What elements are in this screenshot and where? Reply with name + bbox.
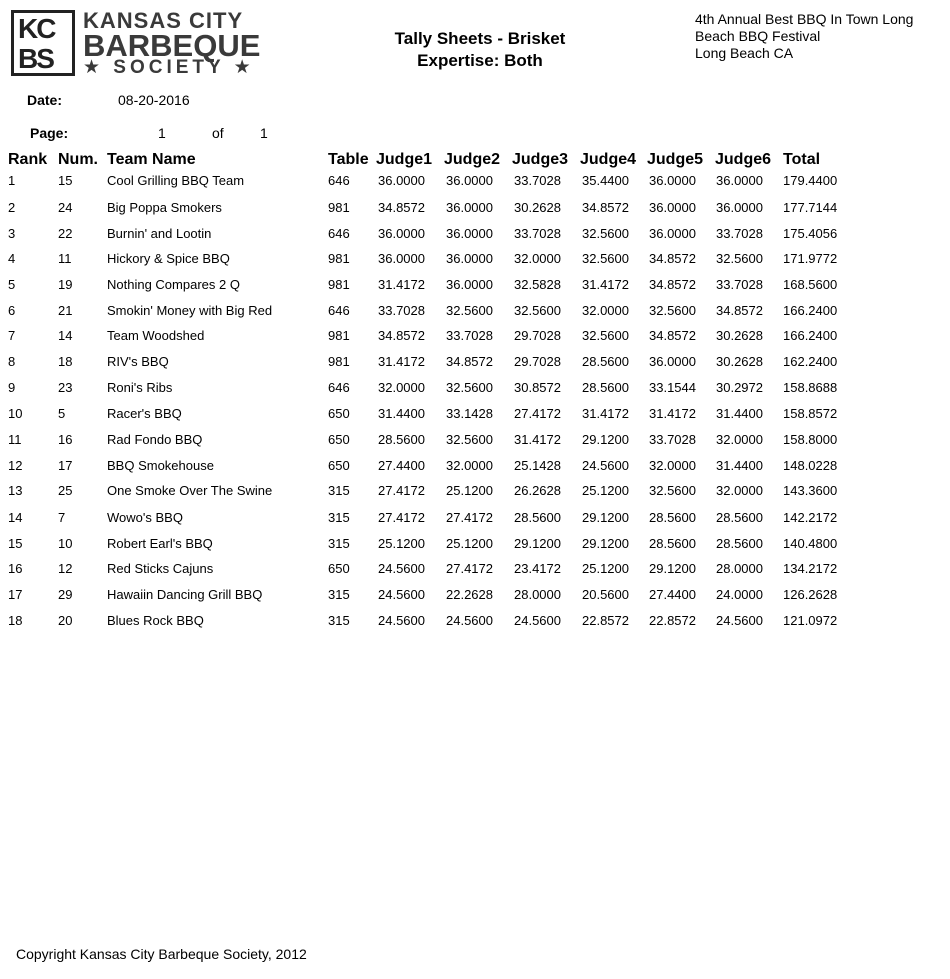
cell-judge4: 22.8572 <box>582 613 629 628</box>
cell-rank: 2 <box>8 200 16 215</box>
table-row <box>0 277 950 297</box>
cell-team-name: BBQ Smokehouse <box>107 458 214 473</box>
cell-judge5: 32.5600 <box>649 483 696 498</box>
cell-table: 650 <box>328 561 350 576</box>
cell-judge2: 32.5600 <box>446 303 493 318</box>
cell-judge5: 28.5600 <box>649 536 696 551</box>
event-line3: Long Beach CA <box>695 45 794 61</box>
logo-box-top: KC <box>18 13 55 44</box>
cell-judge5: 34.8572 <box>649 328 696 343</box>
cell-judge2: 25.1200 <box>446 536 493 551</box>
logo-line3: ★ SOCIETY ★ <box>83 57 255 78</box>
col-rank: Rank <box>8 151 48 168</box>
cell-judge6: 24.0000 <box>716 587 763 602</box>
col-table: Table <box>328 151 369 168</box>
cell-num: 24 <box>58 200 73 215</box>
cell-judge3: 24.5600 <box>514 613 561 628</box>
cell-judge5: 28.5600 <box>649 510 696 525</box>
cell-table: 315 <box>328 587 350 602</box>
cell-judge6: 33.7028 <box>716 226 763 241</box>
cell-judge2: 33.1428 <box>446 406 493 421</box>
cell-judge6: 30.2628 <box>716 354 763 369</box>
cell-judge1: 31.4172 <box>378 277 425 292</box>
cell-rank: 18 <box>8 613 23 628</box>
cell-num: 18 <box>58 354 73 369</box>
cell-num: 15 <box>58 173 73 188</box>
cell-judge3: 32.5828 <box>514 277 561 292</box>
cell-judge1: 28.5600 <box>378 432 425 447</box>
table-row <box>0 536 950 556</box>
kcbs-logo <box>11 10 271 80</box>
cell-judge5: 36.0000 <box>649 173 696 188</box>
cell-judge4: 24.5600 <box>582 458 629 473</box>
cell-rank: 13 <box>8 483 23 498</box>
cell-judge6: 30.2628 <box>716 328 763 343</box>
cell-judge2: 22.2628 <box>446 587 493 602</box>
cell-judge3: 28.5600 <box>514 510 561 525</box>
report-title: Tally Sheets - Brisket <box>394 29 566 48</box>
cell-judge6: 30.2972 <box>716 380 763 395</box>
cell-total: 179.4400 <box>783 173 838 188</box>
cell-rank: 11 <box>8 432 22 447</box>
cell-judge1: 36.0000 <box>378 173 425 188</box>
table-row <box>0 173 950 193</box>
cell-team-name: Hickory & Spice BBQ <box>107 251 230 266</box>
cell-num: 7 <box>58 510 66 525</box>
cell-team-name: Robert Earl's BBQ <box>107 536 213 551</box>
cell-judge1: 31.4400 <box>378 406 425 421</box>
cell-table: 646 <box>328 173 350 188</box>
cell-table: 981 <box>328 328 350 343</box>
cell-team-name: Team Woodshed <box>107 328 205 343</box>
cell-judge4: 20.5600 <box>582 587 629 602</box>
cell-judge5: 27.4400 <box>649 587 696 602</box>
cell-rank: 4 <box>8 251 16 266</box>
page-total: 1 <box>260 125 268 141</box>
cell-table: 981 <box>328 354 350 369</box>
cell-judge3: 29.7028 <box>514 328 561 343</box>
cell-judge2: 32.0000 <box>446 458 493 473</box>
cell-judge5: 34.8572 <box>649 251 696 266</box>
cell-judge5: 22.8572 <box>649 613 696 628</box>
table-row <box>0 432 950 452</box>
cell-team-name: Blues Rock BBQ <box>107 613 204 628</box>
cell-team-name: Rad Fondo BBQ <box>107 432 203 447</box>
cell-total: 171.9772 <box>783 251 838 266</box>
cell-judge1: 25.1200 <box>378 536 425 551</box>
cell-judge6: 31.4400 <box>716 458 763 473</box>
cell-judge3: 25.1428 <box>514 458 561 473</box>
cell-num: 22 <box>58 226 73 241</box>
cell-judge3: 30.2628 <box>514 200 561 215</box>
cell-team-name: Hawaiin Dancing Grill BBQ <box>107 587 263 602</box>
date-value: 08-20-2016 <box>118 92 190 108</box>
cell-num: 5 <box>58 406 66 421</box>
cell-rank: 12 <box>8 458 23 473</box>
col-num: Num. <box>58 151 98 168</box>
cell-judge5: 36.0000 <box>649 226 696 241</box>
col-judge1: Judge1 <box>376 151 433 168</box>
cell-judge1: 27.4172 <box>378 510 425 525</box>
cell-judge6: 32.0000 <box>716 483 763 498</box>
cell-judge5: 31.4172 <box>649 406 696 421</box>
date-label: Date: <box>27 92 63 108</box>
cell-judge1: 34.8572 <box>378 200 425 215</box>
cell-judge4: 25.1200 <box>582 561 629 576</box>
cell-judge3: 27.4172 <box>514 406 561 421</box>
cell-judge6: 28.0000 <box>716 561 763 576</box>
cell-total: 143.3600 <box>783 483 838 498</box>
cell-judge2: 36.0000 <box>446 277 493 292</box>
cell-total: 126.2628 <box>783 587 838 602</box>
table-row <box>0 561 950 581</box>
cell-judge5: 32.5600 <box>649 303 696 318</box>
page-of: of <box>212 125 224 141</box>
cell-judge6: 32.5600 <box>716 251 763 266</box>
table-row <box>0 510 950 530</box>
cell-rank: 10 <box>8 406 23 421</box>
col-judge4: Judge4 <box>580 151 637 168</box>
cell-total: 148.0228 <box>783 458 838 473</box>
cell-judge5: 33.1544 <box>649 380 696 395</box>
cell-num: 19 <box>58 277 73 292</box>
table-row <box>0 483 950 503</box>
cell-num: 11 <box>58 251 72 266</box>
cell-num: 20 <box>58 613 73 628</box>
cell-total: 158.8688 <box>783 380 838 395</box>
cell-judge4: 35.4400 <box>582 173 629 188</box>
cell-total: 166.2400 <box>783 303 838 318</box>
cell-table: 650 <box>328 406 350 421</box>
table-row <box>0 380 950 400</box>
cell-judge3: 33.7028 <box>514 226 561 241</box>
cell-judge2: 34.8572 <box>446 354 493 369</box>
kcbs-logo-mark <box>11 10 75 76</box>
cell-team-name: Roni's Ribs <box>107 380 173 395</box>
cell-table: 646 <box>328 303 350 318</box>
table-row <box>0 587 950 607</box>
cell-team-name: Big Poppa Smokers <box>107 200 222 215</box>
cell-judge2: 36.0000 <box>446 200 493 215</box>
col-total: Total <box>783 151 821 168</box>
cell-team-name: Burnin' and Lootin <box>107 226 212 241</box>
cell-table: 315 <box>328 483 350 498</box>
cell-rank: 6 <box>8 303 16 318</box>
cell-total: 177.7144 <box>783 200 838 215</box>
table-row <box>0 354 950 374</box>
cell-judge6: 28.5600 <box>716 536 763 551</box>
cell-judge3: 23.4172 <box>514 561 561 576</box>
cell-judge1: 27.4172 <box>378 483 425 498</box>
cell-judge4: 32.5600 <box>582 251 629 266</box>
cell-team-name: One Smoke Over The Swine <box>107 483 273 498</box>
cell-num: 21 <box>58 303 73 318</box>
cell-judge2: 32.5600 <box>446 380 493 395</box>
cell-team-name: RIV's BBQ <box>107 354 169 369</box>
cell-judge3: 31.4172 <box>514 432 561 447</box>
cell-rank: 15 <box>8 536 23 551</box>
cell-judge4: 31.4172 <box>582 277 629 292</box>
cell-total: 168.5600 <box>783 277 838 292</box>
cell-team-name: Nothing Compares 2 Q <box>107 277 240 292</box>
cell-total: 142.2172 <box>783 510 838 525</box>
cell-judge2: 36.0000 <box>446 226 493 241</box>
cell-table: 315 <box>328 536 350 551</box>
cell-judge5: 36.0000 <box>649 200 696 215</box>
cell-team-name: Red Sticks Cajuns <box>107 561 214 576</box>
cell-judge1: 32.0000 <box>378 380 425 395</box>
copyright-footer: Copyright Kansas City Barbeque Society, 2012 <box>16 946 307 962</box>
cell-num: 16 <box>58 432 73 447</box>
cell-judge6: 34.8572 <box>716 303 763 318</box>
cell-judge4: 28.5600 <box>582 380 629 395</box>
col-judge6: Judge6 <box>715 151 772 168</box>
cell-judge1: 27.4400 <box>378 458 425 473</box>
cell-rank: 17 <box>8 587 23 602</box>
cell-judge6: 31.4400 <box>716 406 763 421</box>
event-info <box>695 11 945 62</box>
cell-total: 140.4800 <box>783 536 838 551</box>
cell-judge2: 36.0000 <box>446 251 493 266</box>
cell-rank: 1 <box>8 173 16 188</box>
cell-judge3: 32.0000 <box>514 251 561 266</box>
cell-total: 166.2400 <box>783 328 838 343</box>
cell-judge2: 32.5600 <box>446 432 493 447</box>
cell-judge3: 26.2628 <box>514 483 561 498</box>
event-line1: 4th Annual Best BBQ In Town Long <box>695 11 914 27</box>
col-judge2: Judge2 <box>444 151 501 168</box>
cell-judge4: 34.8572 <box>582 200 629 215</box>
cell-judge6: 32.0000 <box>716 432 763 447</box>
cell-judge1: 31.4172 <box>378 354 425 369</box>
cell-judge1: 36.0000 <box>378 251 425 266</box>
table-row <box>0 613 950 633</box>
cell-judge1: 24.5600 <box>378 561 425 576</box>
cell-judge2: 27.4172 <box>446 510 493 525</box>
cell-judge6: 24.5600 <box>716 613 763 628</box>
cell-judge4: 29.1200 <box>582 510 629 525</box>
cell-judge2: 27.4172 <box>446 561 493 576</box>
cell-rank: 9 <box>8 380 16 395</box>
cell-num: 14 <box>58 328 73 343</box>
cell-judge1: 24.5600 <box>378 587 425 602</box>
cell-table: 315 <box>328 510 350 525</box>
cell-judge3: 28.0000 <box>514 587 561 602</box>
cell-judge2: 36.0000 <box>446 173 493 188</box>
cell-judge4: 31.4172 <box>582 406 629 421</box>
cell-num: 10 <box>58 536 73 551</box>
cell-total: 162.2400 <box>783 354 838 369</box>
cell-num: 29 <box>58 587 73 602</box>
cell-table: 981 <box>328 277 350 292</box>
cell-judge3: 32.5600 <box>514 303 561 318</box>
cell-team-name: Smokin' Money with Big Red <box>107 303 273 318</box>
col-judge5: Judge5 <box>647 151 704 168</box>
cell-table: 315 <box>328 613 350 628</box>
cell-num: 23 <box>58 380 73 395</box>
cell-table: 646 <box>328 226 350 241</box>
table-row <box>0 328 950 348</box>
logo-line1: KANSAS CITY <box>83 8 244 33</box>
cell-judge4: 29.1200 <box>582 432 629 447</box>
cell-total: 121.0972 <box>783 613 838 628</box>
cell-judge3: 30.8572 <box>514 380 561 395</box>
cell-rank: 8 <box>8 354 16 369</box>
logo-line2: BARBEQUE <box>83 28 261 63</box>
cell-judge1: 33.7028 <box>378 303 425 318</box>
cell-judge6: 28.5600 <box>716 510 763 525</box>
cell-judge1: 36.0000 <box>378 226 425 241</box>
cell-judge2: 24.5600 <box>446 613 493 628</box>
cell-rank: 14 <box>8 510 23 525</box>
cell-table: 646 <box>328 380 350 395</box>
cell-judge5: 33.7028 <box>649 432 696 447</box>
cell-judge5: 29.1200 <box>649 561 696 576</box>
table-row <box>0 406 950 426</box>
cell-rank: 16 <box>8 561 23 576</box>
table-row <box>0 458 950 478</box>
cell-total: 175.4056 <box>783 226 838 241</box>
cell-judge4: 28.5600 <box>582 354 629 369</box>
cell-judge4: 32.5600 <box>582 328 629 343</box>
cell-judge3: 33.7028 <box>514 173 561 188</box>
logo-box-bottom: BS <box>18 43 53 74</box>
cell-table: 981 <box>328 251 350 266</box>
cell-total: 158.8000 <box>783 432 838 447</box>
page-label: Page: <box>30 125 69 141</box>
cell-judge4: 29.1200 <box>582 536 629 551</box>
cell-judge4: 32.0000 <box>582 303 629 318</box>
cell-team-name: Wowo's BBQ <box>107 510 183 525</box>
cell-judge6: 33.7028 <box>716 277 763 292</box>
cell-judge5: 34.8572 <box>649 277 696 292</box>
table-row <box>0 200 950 220</box>
cell-team-name: Racer's BBQ <box>107 406 182 421</box>
col-judge3: Judge3 <box>512 151 569 168</box>
table-row <box>0 226 950 246</box>
table-row <box>0 303 950 323</box>
report-subtitle: Expertise: Both <box>417 51 543 70</box>
cell-total: 134.2172 <box>783 561 838 576</box>
cell-table: 650 <box>328 458 350 473</box>
cell-judge6: 36.0000 <box>716 173 763 188</box>
cell-total: 158.8572 <box>783 406 838 421</box>
cell-judge6: 36.0000 <box>716 200 763 215</box>
cell-table: 981 <box>328 200 350 215</box>
cell-rank: 7 <box>8 328 16 343</box>
cell-judge4: 25.1200 <box>582 483 629 498</box>
cell-num: 17 <box>58 458 73 473</box>
cell-judge5: 32.0000 <box>649 458 696 473</box>
page-current: 1 <box>158 125 166 141</box>
cell-team-name: Cool Grilling BBQ Team <box>107 173 245 188</box>
cell-judge3: 29.1200 <box>514 536 561 551</box>
cell-rank: 3 <box>8 226 16 241</box>
cell-table: 650 <box>328 432 350 447</box>
col-team-name: Team Name <box>107 151 196 168</box>
cell-num: 25 <box>58 483 73 498</box>
cell-rank: 5 <box>8 277 16 292</box>
cell-judge2: 25.1200 <box>446 483 493 498</box>
cell-num: 12 <box>58 561 73 576</box>
cell-judge4: 32.5600 <box>582 226 629 241</box>
cell-judge3: 29.7028 <box>514 354 561 369</box>
cell-judge2: 33.7028 <box>446 328 493 343</box>
cell-judge1: 24.5600 <box>378 613 425 628</box>
cell-judge1: 34.8572 <box>378 328 425 343</box>
event-line2: Beach BBQ Festival <box>695 28 821 44</box>
table-row <box>0 251 950 271</box>
cell-judge5: 36.0000 <box>649 354 696 369</box>
